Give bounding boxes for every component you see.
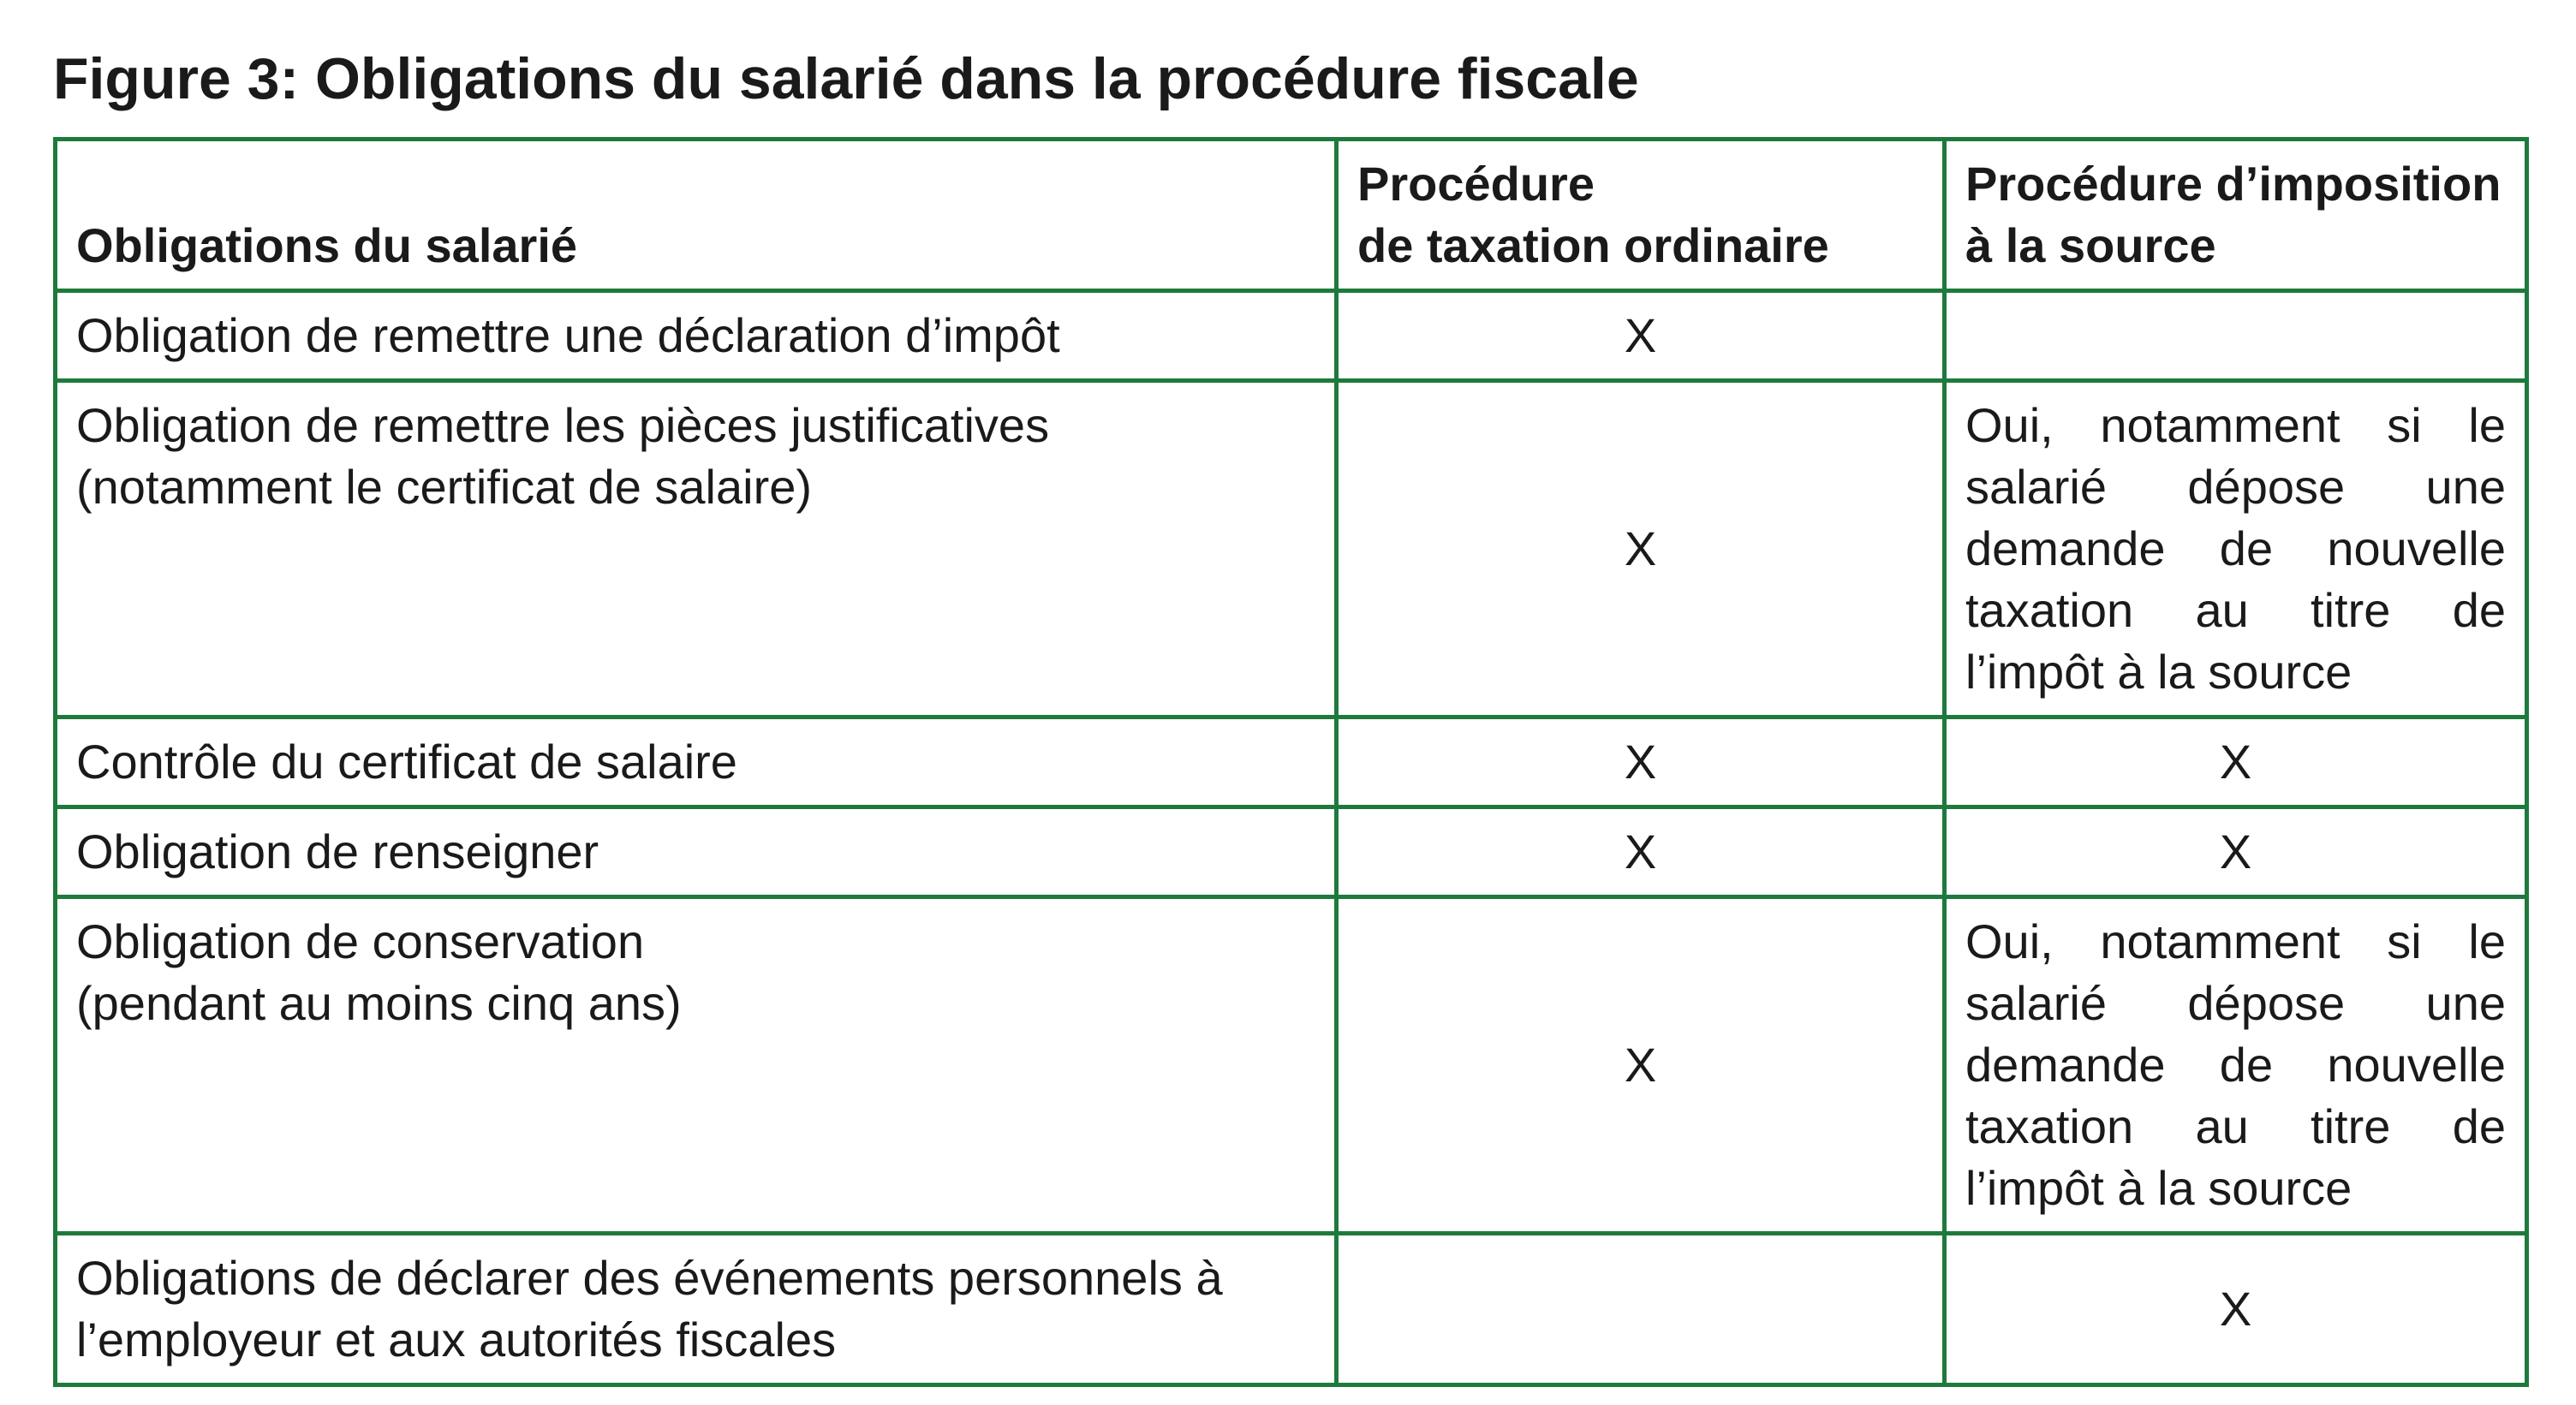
source-note-cell: Oui, notamment si le salarié dépose une demande de nouvelle taxation au titre de l’impôt à la source [1945,381,2527,717]
ordinary-mark-cell: X [1337,291,1945,381]
source-mark-cell [1945,291,2527,381]
obligation-cell [56,381,1337,717]
obligation-line1: Obligation de remettre les pièces justificatives [76,398,1050,452]
obligation-line1: Contrôle du certificat de salaire [76,735,737,789]
header-source-line2: à la source [1965,218,2216,272]
header-ordinary-line1: Procédure [1357,157,1595,211]
ordinary-mark-cell: X [1337,807,1945,897]
obligation-line1: Obligations de déclarer des événements personnels à [76,1251,1223,1305]
obligation-line1: Obligation de remettre une déclaration d’impôt [76,308,1060,362]
obligation-cell [56,717,1337,807]
ordinary-mark-cell [1337,1234,1945,1385]
header-source-procedure [1945,140,2527,291]
table-row [56,381,2527,717]
table-row [56,897,2527,1234]
source-note-cell: Oui, notamment si le salarié dépose une demande de nouvelle taxation au titre de l’impôt à la source [1945,897,2527,1234]
header-obligations [56,140,1337,291]
obligations-table [53,137,2529,1387]
source-mark-cell: X [1945,717,2527,807]
table-header-row [56,140,2527,291]
table-row [56,717,2527,807]
source-mark-cell: X [1945,1234,2527,1385]
obligation-line1: Obligation de renseigner [76,825,599,878]
header-ordinary-procedure [1337,140,1945,291]
figure-title: Figure 3: Obligations du salarié dans la procédure fiscale [53,46,1639,111]
header-obligations-label: Obligations du salarié [76,218,578,272]
source-mark-cell: X [1945,807,2527,897]
ordinary-mark-cell: X [1337,897,1945,1234]
obligation-line2: l’employeur et aux autorités fiscales [76,1313,837,1366]
table-row [56,1234,2527,1385]
table-row [56,291,2527,381]
obligation-line2: (pendant au moins cinq ans) [76,976,682,1030]
obligation-cell [56,807,1337,897]
obligation-line2: (notamment le certificat de salaire) [76,460,813,514]
obligation-cell [56,897,1337,1234]
obligation-line1: Obligation de conservation [76,914,645,968]
ordinary-mark-cell: X [1337,381,1945,717]
header-ordinary-line2: de taxation ordinaire [1357,218,1829,272]
ordinary-mark-cell: X [1337,717,1945,807]
obligation-cell [56,291,1337,381]
header-source-line1: Procédure d’imposition [1965,157,2501,211]
table-row [56,807,2527,897]
obligation-cell [56,1234,1337,1385]
